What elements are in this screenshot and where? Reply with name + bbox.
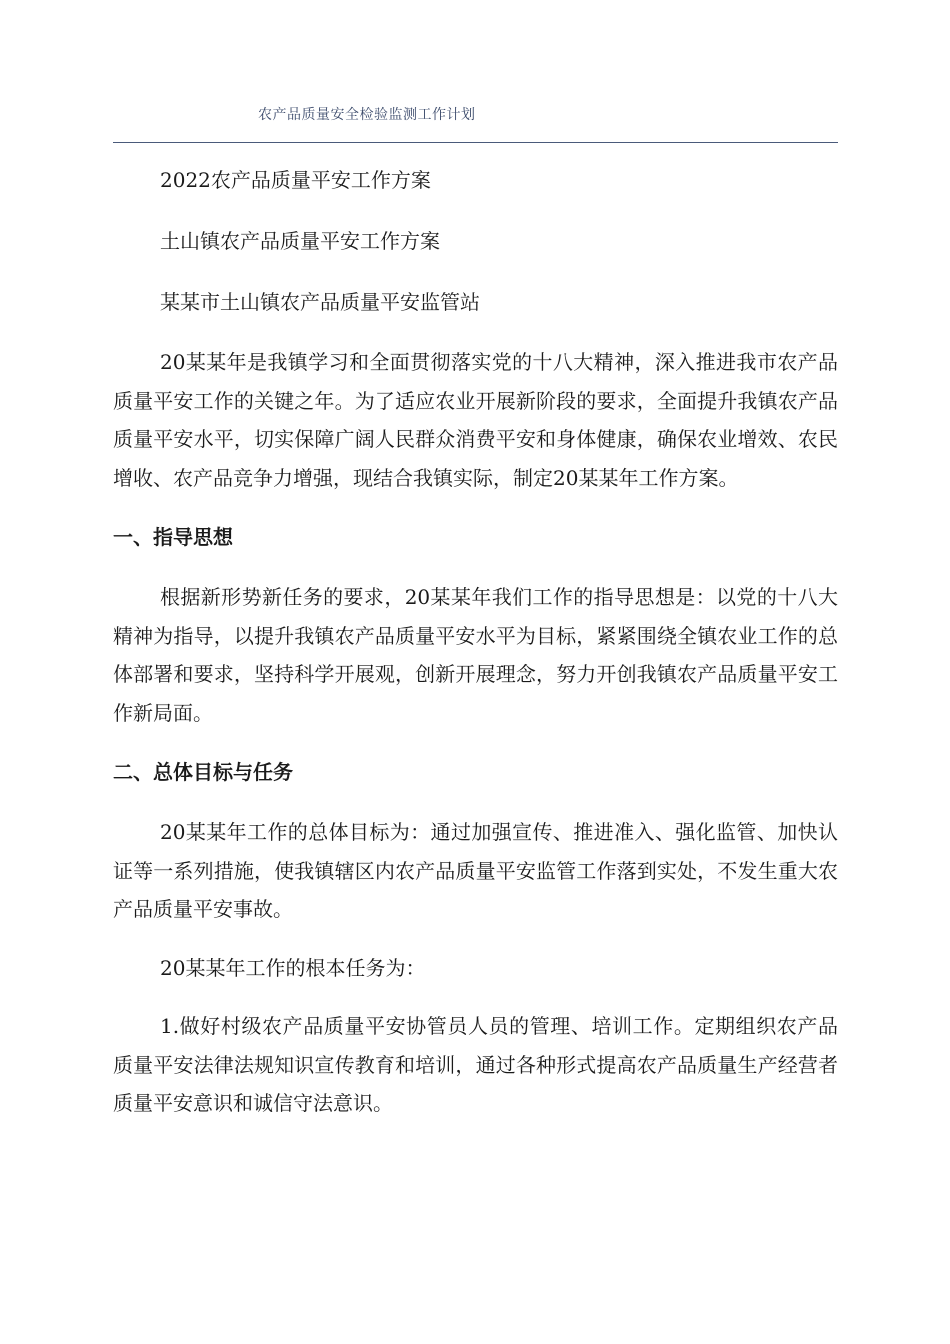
section-heading-goals-and-tasks: 二、总体目标与任务 bbox=[113, 760, 293, 784]
section-paragraph: 20某某年工作的根本任务为： bbox=[160, 955, 426, 980]
header-divider bbox=[113, 142, 838, 143]
document-subtitle: 土山镇农产品质量平安工作方案 bbox=[160, 229, 440, 253]
intro-paragraph: 20某某年是我镇学习和全面贯彻落实党的十八大精神，深入推进我市农产品质量平安工作的关键之年。为了适应农业开展新阶段的要求，全面提升我镇农产品质量平安水平，切实保障广阔人民群众消费平安和身体健康，确保农业增效、农民增收、农产品竞争力增强，现结合我镇实际，制定20某某年工作方案。 bbox=[113, 350, 838, 490]
section-paragraph: 20某某年工作的总体目标为：通过加强宣传、推进准入、强化监管、加快认证等一系列措施，使我镇辖区内农产品质量平安监管工作落到实处，不发生重大农产品质量平安事故。 bbox=[113, 820, 838, 921]
section-heading-guiding-ideology: 一、指导思想 bbox=[113, 525, 233, 549]
section-paragraph: 根据新形势新任务的要求，20某某年我们工作的指导思想是：以党的十八大精神为指导，以提升我镇农产品质量平安水平为目标，紧紧围绕全镇农业工作的总体部署和要求，坚持科学开展观，创新开展理念，努力开创我镇农产品质量平安工作新局面。 bbox=[113, 585, 838, 725]
document-issuer: 某某市土山镇农产品质量平安监管站 bbox=[160, 290, 480, 314]
document-body bbox=[113, 160, 838, 1143]
section-paragraph: 1.做好村级农产品质量平安协管员人员的管理、培训工作。定期组织农产品质量平安法律法规知识宣传教育和培训，通过各种形式提高农产品质量生产经营者质量平安意识和诚信守法意识。 bbox=[113, 1014, 838, 1115]
document-title: 2022农产品质量平安工作方案 bbox=[160, 168, 431, 192]
page-header: 农产品质量安全检验监测工作计划 bbox=[258, 107, 476, 123]
